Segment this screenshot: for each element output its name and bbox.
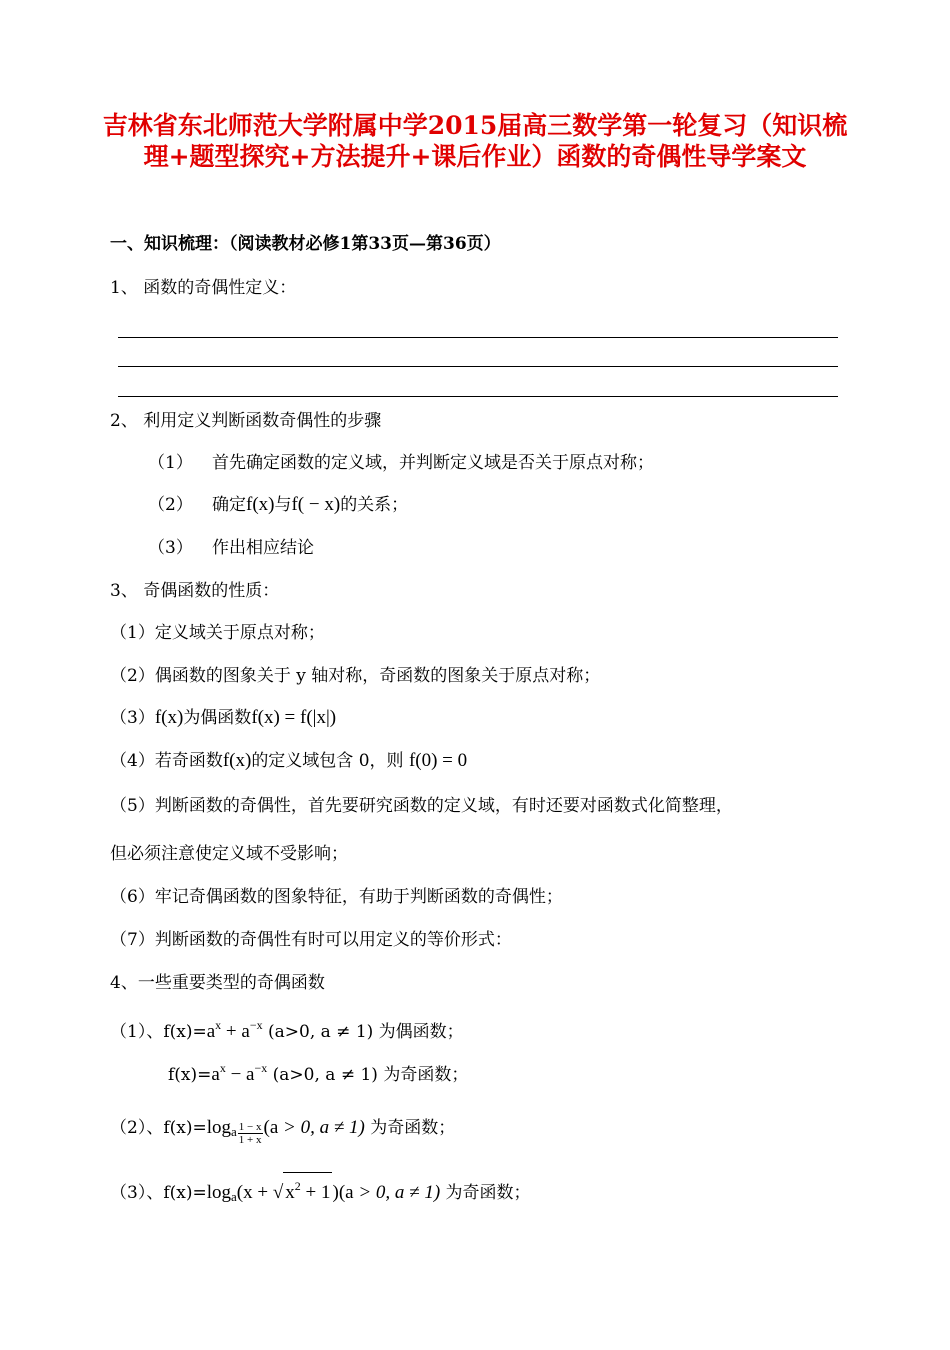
property-7: （7）判断函数的奇偶性有时可以用定义的等价形式：: [110, 930, 512, 950]
step2-text-b: 与: [274, 495, 292, 515]
item3-label: 3、 奇偶函数的性质：: [110, 581, 280, 601]
property-3-text: 为偶函数: [183, 708, 252, 728]
formula-3: [110, 1110, 455, 1150]
formula-4-close: ): [332, 1182, 339, 1203]
formula-4-log: log: [206, 1182, 231, 1203]
property-5-line1: （5）判断函数的奇偶性，首先要研究函数的定义域，有时还要对函数式化简整理，: [110, 796, 733, 816]
formula-2-expr: [211, 1061, 268, 1085]
answer-line-1: [118, 337, 838, 338]
formula-4-open: (x +: [236, 1182, 273, 1203]
formula-4-cond-a: (a: [338, 1182, 359, 1203]
property-3: [110, 707, 336, 729]
step2-text-c: 的关系；: [340, 495, 409, 515]
formula-3-expr: [206, 1117, 264, 1146]
formula-1-base: a: [206, 1021, 216, 1042]
formula-4-prefix: （3）、f(x)=: [110, 1183, 207, 1203]
formula-3-prefix: （2）、f(x)=: [110, 1118, 207, 1138]
formula-2-prefix: f(x)=: [168, 1065, 212, 1085]
formula-1-expr: [206, 1018, 263, 1042]
formula-4-sqrt-rest: + 1: [300, 1182, 331, 1203]
formula-3-fraction: [238, 1121, 263, 1146]
property-2: （2）偶函数的图象关于 y 轴对称，奇函数的图象关于原点对称；: [110, 666, 601, 686]
formula-3-sub: [231, 1120, 264, 1146]
property-1: （1）定义域关于原点对称；: [110, 623, 325, 643]
formula-4-tail: 为奇函数；: [440, 1183, 531, 1203]
formula-2-condition: (a>0, a ≠ 1): [267, 1065, 384, 1085]
step1-number: （1）: [148, 453, 193, 473]
property-3-fx: f(x): [154, 707, 184, 728]
formula-3-cond-b: > 0, a ≠ 1): [283, 1117, 365, 1138]
formula-2-mid: − a: [225, 1064, 255, 1085]
property-3-equation: f(x) = f(|x|): [251, 707, 337, 728]
formula-1-prefix: （1）、f(x)=: [110, 1022, 207, 1042]
formula-4-expr: $\log_a(x$ + √ $x^2 + 1$ ): [207, 1182, 339, 1203]
formula-1-condition: (a>0, a ≠ 1): [262, 1022, 379, 1042]
property-4-fx: f(x): [222, 750, 252, 771]
formula-2-base: a: [211, 1064, 220, 1085]
document-title: 吉林省东北师范大学附属中学2015届高三数学第一轮复习（知识梳理+题型探究+方法提升+课后作业）函数的奇偶性导学案文: [102, 111, 848, 171]
formula-2-tail: 为奇函数；: [383, 1065, 469, 1085]
property-4-text-b: 的定义域包含 0，则: [251, 751, 409, 771]
step2-fnx: f( − x): [291, 494, 341, 515]
formula-1-exp2: −x: [249, 1018, 263, 1032]
property-4-text-a: （4）若奇函数: [110, 751, 223, 771]
formula-2-exp2: −x: [254, 1061, 268, 1075]
formula-3-tail: 为奇函数；: [364, 1118, 456, 1138]
formula-4-cond-b: > 0, a ≠ 1): [358, 1182, 441, 1203]
property-6: （6）牢记奇偶函数的图象特征，有助于判断函数的奇偶性；: [110, 887, 563, 907]
formula-1-mid: + a: [221, 1021, 250, 1042]
formula-1: [110, 1014, 464, 1043]
formula-1-exp: x: [215, 1018, 222, 1032]
formula-3-denominator: 1 + x: [238, 1133, 262, 1146]
formula-4-sqrt-x: x: [285, 1182, 295, 1203]
answer-line-3: [118, 396, 838, 397]
formula-3-numerator: 1 − x: [238, 1120, 262, 1133]
step2-fx: f(x): [246, 494, 275, 515]
formula-1-tail: 为偶函数；: [378, 1022, 464, 1042]
section-heading-knowledge: 一、知识梳理：（阅读教材必修1第33页—第36页）: [110, 234, 501, 254]
item4-label: 4、一些重要类型的奇偶函数: [110, 973, 325, 993]
formula-4-sqrt: [283, 1172, 332, 1206]
formula-3-base: a: [231, 1124, 237, 1139]
formula-3-cond-a: (a: [263, 1117, 284, 1138]
formula-2: [168, 1057, 468, 1086]
answer-line-2: [118, 366, 838, 367]
formula-4-sqrt-exp: 2: [294, 1179, 301, 1193]
item1-label: 1、 函数的奇偶性定义：: [110, 278, 297, 298]
item2-label: 2、 利用定义判断函数奇偶性的步骤: [110, 411, 382, 431]
formula-4-sub: a: [231, 1189, 237, 1204]
property-3-num: （3）: [110, 708, 155, 728]
property-5-line2: 但必须注意使定义域不受影响；: [110, 844, 348, 864]
formula-4: [110, 1172, 531, 1210]
property-4: [110, 750, 467, 772]
step3-text: 作出相应结论: [212, 538, 314, 558]
step2-text-a: 确定: [212, 495, 246, 515]
step2-number: （2）: [148, 495, 193, 515]
formula-3-log: log: [206, 1117, 231, 1138]
step3-number: （3）: [148, 538, 193, 558]
step2-line: [212, 494, 408, 516]
property-4-equation: f(0) = 0: [408, 750, 468, 771]
step1-text: 首先确定函数的定义域，并判断定义域是否关于原点对称；: [212, 453, 654, 473]
formula-2-exp: x: [219, 1061, 226, 1075]
